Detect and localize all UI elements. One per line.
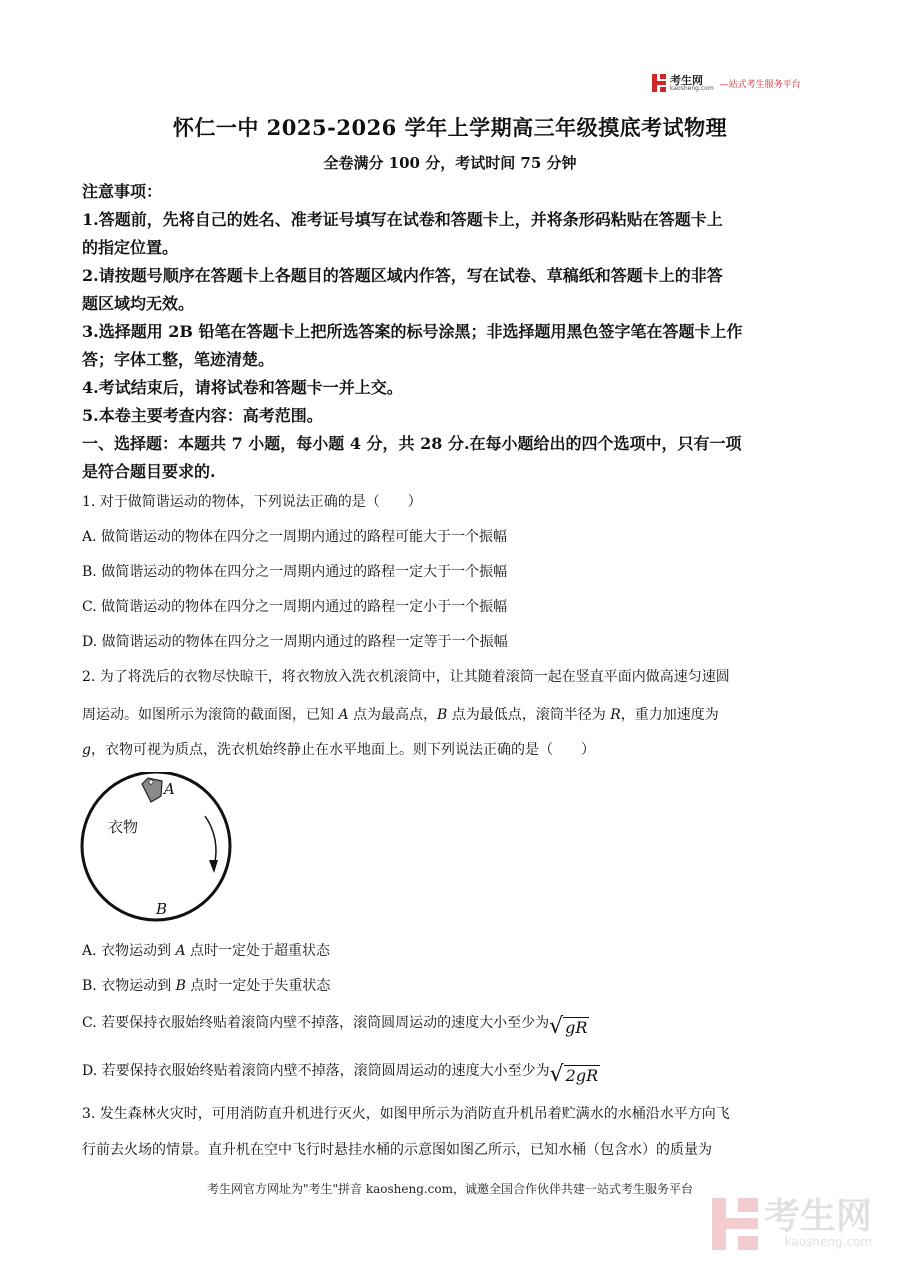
rotation-arrow xyxy=(205,816,216,866)
q2-stem-line3: g，衣物可视为质点，洗衣机始终静止在水平地面上。则下列说法正确的是（ ） xyxy=(82,742,595,758)
label-clothes: 衣物 xyxy=(108,818,139,836)
watermark-domain: kaosheng.com xyxy=(784,1235,873,1249)
q3-stem-line1: 3. 发生森林火灾时，可用消防直升机进行灭火，如图甲所示为消防直升机吊着贮满水的水桶沿水平方向飞 xyxy=(82,1106,730,1122)
q1-stem: 1. 对于做简谐运动的物体，下列说法正确的是（ ） xyxy=(82,494,422,510)
section-heading-cont: 是符合题目要求的. xyxy=(82,462,216,481)
q2-option-a: A. 衣物运动到 A 点时一定处于超重状态 xyxy=(82,943,331,959)
exam-subtitle: 全卷满分 100 分，考试时间 75 分钟 xyxy=(323,154,577,172)
q2-option-b: B. 衣物运动到 B 点时一定处于失重状态 xyxy=(82,978,331,994)
watermark xyxy=(712,1198,872,1250)
q1-option-c: C. 做简谐运动的物体在四分之一周期内通过的路程一定小于一个振幅 xyxy=(82,599,508,615)
q1-option-b: B. 做简谐运动的物体在四分之一周期内通过的路程一定大于一个振幅 xyxy=(82,564,508,580)
note-line: 题区域均无效。 xyxy=(82,294,195,313)
q2-option-d: D. 若要保持衣服始终贴着滚筒内壁不掉落，滚筒圆周运动的速度大小至少为 √ 2gR xyxy=(82,1062,599,1087)
q1-option-d: D. 做简谐运动的物体在四分之一周期内通过的路程一定等于一个振幅 xyxy=(82,634,508,650)
logo-slogan: —站式考生服务平台 xyxy=(719,79,801,90)
page-footer: 考生网官方网址为"考生"拼音 kaosheng.com，诚邀全国合作伙伴共建一站式考生服务平台 xyxy=(206,1182,694,1196)
notes-heading: 注意事项： xyxy=(82,182,163,201)
sqrt-gr: gR xyxy=(565,1018,588,1037)
note-line: 的指定位置。 xyxy=(82,238,179,257)
header-logo xyxy=(652,74,801,92)
q2-option-c: C. 若要保持衣服始终贴着滚筒内壁不掉落，滚筒圆周运动的速度大小至少为 √ gR xyxy=(82,1014,588,1039)
q3-stem-line2: 行前去火场的情景。直升机在空中飞行时悬挂水桶的示意图如图乙所示，已知水桶（包含水）的质量为 xyxy=(82,1142,712,1158)
note-line: 5.本卷主要考查内容：高考范围。 xyxy=(82,406,323,425)
label-a: A xyxy=(164,780,175,798)
note-line: 1.答题前，先将自己的姓名、准考证号填写在试卷和答题卡上，并将条形码粘贴在答题卡上 xyxy=(82,210,723,229)
note-line: 2.请按题号顺序在答题卡上各题目的答题区域内作答，写在试卷、草稿纸和答题卡上的非答 xyxy=(82,266,723,285)
note-line: 答；字体工整，笔迹清楚。 xyxy=(82,350,275,369)
logo-name: 考生网 xyxy=(670,73,703,87)
note-line: 3.选择题用 2B 铅笔在答题卡上把所选答案的标号涂黑；非选择题用黑色签字笔在答题卡上作 xyxy=(82,322,743,341)
note-line: 4.考试结束后，请将试卷和答题卡一并上交。 xyxy=(82,378,403,397)
watermark-name: 考生网 xyxy=(764,1196,873,1237)
exam-title: 怀仁一中 2025-2026 学年上学期高三年级摸底考试物理 xyxy=(172,115,728,140)
section-heading: 一、选择题：本题共 7 小题，每小题 4 分，共 28 分.在每小题给出的四个选项中，只有一项 xyxy=(82,434,742,453)
drum-figure xyxy=(78,772,238,922)
watermark-logo-icon xyxy=(712,1198,758,1250)
q2-stem-line2: 周运动。如图所示为滚筒的截面图，已知 A 点为最高点，B 点为最低点，滚筒半径为 R，重力加速度为 xyxy=(82,707,719,723)
arrow-head-icon xyxy=(209,860,218,873)
q1-option-a: A. 做简谐运动的物体在四分之一周期内通过的路程可能大于一个振幅 xyxy=(82,529,508,545)
q2-stem-line1: 2. 为了将洗后的衣物尽快晾干，将衣物放入洗衣机滚筒中，让其随着滚筒一起在竖直平面内做高速匀速圆 xyxy=(82,669,730,685)
label-b: B xyxy=(156,900,168,918)
sqrt-2gr: 2gR xyxy=(565,1066,599,1085)
kaosheng-logo-icon xyxy=(652,74,666,92)
logo-domain: kaosheng.com xyxy=(670,84,714,92)
